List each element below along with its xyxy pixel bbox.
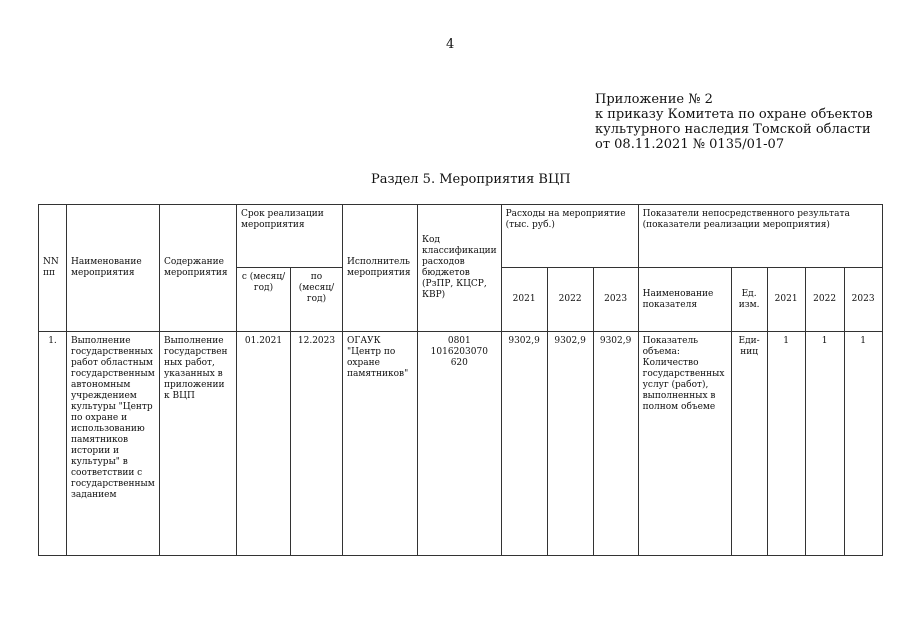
header-to: по (месяц/ год): [291, 268, 343, 332]
cell-exp-2023: 9302,9: [593, 332, 638, 556]
cell-name: Выполнение государственных работ областным государственным автономным учреждением культуры "Центр по охране и использованию памятников истории и культуры" в соответствии с государственным заданием: [67, 332, 160, 556]
cell-nn: 1.: [39, 332, 67, 556]
appendix-line-4: от 08.11.2021 № 0135/01-07: [595, 137, 785, 152]
activities-table: [38, 204, 883, 556]
header-exp-2022: 2022: [547, 268, 593, 332]
cell-res-2021: 1: [767, 332, 805, 556]
page-number: 4: [446, 37, 455, 52]
header-executor: Исполнитель мероприятия: [343, 205, 418, 332]
header-res-2022: 2022: [805, 268, 844, 332]
header-period: Срок реализации мероприятия: [237, 205, 343, 268]
header-res-2021: 2021: [767, 268, 805, 332]
appendix-line-1: Приложение № 2: [595, 92, 713, 107]
code-line-1: 0801: [447, 336, 471, 346]
header-res-2023: 2023: [844, 268, 882, 332]
cell-content: Выполнение государствен ных работ, указанных в приложении к ВЦП: [160, 332, 237, 556]
cell-to: 12.2023: [291, 332, 343, 556]
header-exp-2023: 2023: [593, 268, 638, 332]
header-row-1: [39, 205, 883, 268]
header-code: Код классификации расходов бюджетов (РзПР, КЦСР, КВР): [418, 205, 502, 332]
cell-executor: ОГАУК "Центр по охране памятников": [343, 332, 418, 556]
header-unit: Ед. изм.: [731, 268, 767, 332]
cell-exp-2022: 9302,9: [547, 332, 593, 556]
appendix-block: [595, 92, 873, 152]
cell-from: 01.2021: [237, 332, 291, 556]
cell-exp-2021: 9302,9: [501, 332, 547, 556]
header-results: Показатели непосредственного результата (показатели реализации мероприятия): [638, 205, 882, 268]
header-expenses: Расходы на мероприятие (тыс. руб.): [501, 205, 638, 268]
header-name: Наименование мероприятия: [67, 205, 160, 332]
header-from: с (месяц/ год): [237, 268, 291, 332]
header-content: Содержание мероприятия: [160, 205, 237, 332]
appendix-line-2: к приказу Комитета по охране объектов: [595, 107, 873, 122]
appendix-line-3: культурного наследия Томской области: [595, 122, 871, 137]
cell-unit: Еди- ниц: [731, 332, 767, 556]
cell-indicator: Показатель объема: Количество государственных услуг (работ), выполненных в полном объеме: [638, 332, 731, 556]
cell-res-2022: 1: [805, 332, 844, 556]
header-nn: NN пп: [39, 205, 67, 332]
cell-res-2023: 1: [844, 332, 882, 556]
code-line-3: 620: [450, 358, 468, 368]
table-row: [39, 332, 883, 556]
header-exp-2021: 2021: [501, 268, 547, 332]
cell-code: [418, 332, 502, 556]
code-line-2: 1016203070: [430, 347, 488, 357]
section-title: Раздел 5. Мероприятия ВЦП: [371, 172, 571, 187]
header-indicator-name: Наименование показателя: [638, 268, 731, 332]
